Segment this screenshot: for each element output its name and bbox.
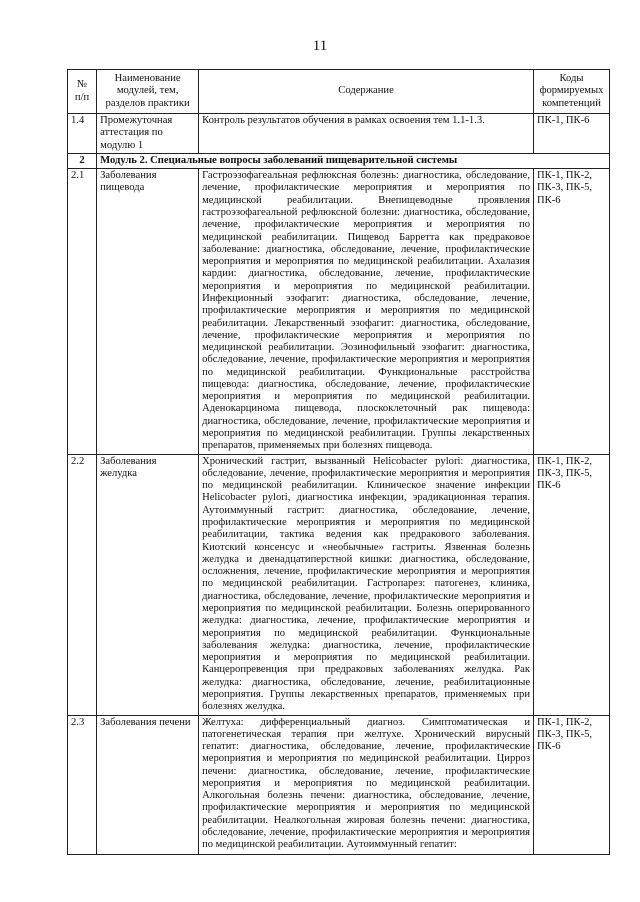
row-content: Желтуха: дифференциальный диагноз. Симптоматическая и патогенетическая терапия при желтухе. Хронический вирусный гепатит: диагностика, обследование, лечение, профилактические мероприятия и мероприятия по медицинской реабилитации. Цирроз печени: диагностика, обследование, лечение, профилактические мероприятия и мероприятия по медицинской реабилитации. Алкогольная болезнь печени: диагностика, обследование, лечение, профилактические мероприятия и мероприятия по медицинской реабилитации. Неалкогольная жировая болезнь печени: диагностика, обследование, лечение, профилактические мероприятия и мероприятия по медицинской реабилитации. Аутоиммунный гепатит: [199,715,534,854]
row-codes: ПК-1, ПК-2, ПК-3, ПК-5, ПК-6 [534,169,610,454]
module-section-row [68,153,610,168]
header-codes: Коды формируемых компетенций [534,70,610,114]
table-header-row [68,70,610,114]
section-title: Модуль 2. Специальные вопросы заболеваний пищеварительной системы [97,153,610,168]
row-codes: ПК-1, ПК-2, ПК-3, ПК-5, ПК-6 [534,454,610,715]
row-codes: ПК-1, ПК-6 [534,114,610,154]
row-name: Заболевания желудка [97,454,199,715]
header-content: Содержание [199,70,534,114]
header-name: Наименование модулей, тем, разделов практики [97,70,199,114]
table-row [68,114,610,154]
table-row [68,169,610,454]
row-number: 1.4 [68,114,97,154]
row-content: Хронический гастрит, вызванный Helicobacter pylori: диагностика, обследование, лечение, профилактические мероприятия и мероприятия по медицинской реабилитации. Клиническое значение инфекции Helicobacter pylori, диагностика инфекции, эрадикационная терапия. Аутоиммунный гастрит: диагностика, обследование, лечение, профилактические мероприятия и мероприятия по медицинской реабилитации, тактика ведения как предракового заболевания. Киотский консенсус и «необычные» гастриты. Язвенная болезнь желудка и двенадцатиперстной кишки: диагностика, обследование, осложнения, лечение, профилактические мероприятия и мероприятия по медицинской реабилитации. Гастропарез: патогенез, клиника, диагностика, обследование, лечение, профилактические мероприятия и мероприятия по медицинской реабилитации. Болезнь оперированного желудка: диагностика, лечение, профилактические мероприятия и мероприятия по медицинской реабилитации. Функциональные заболевания желудка: диагностика, лечение, профилактические мероприятия и мероприятия по медицинской реабилитации. Канцеропревенция при предраковых заболеваниях желудка. Рак желудка: диагностика, обследование, лечение, реабилитационные мероприятия. Группы лекарственных препаратов, применяемых при болезнях желудка. [199,454,534,715]
row-number: 2.1 [68,169,97,454]
row-number: 2.3 [68,715,97,854]
header-num: № п/п [68,70,97,114]
row-codes: ПК-1, ПК-2, ПК-3, ПК-5, ПК-6 [534,715,610,854]
row-content: Гастроэзофагеальная рефлюксная болезнь: диагностика, обследование, лечение, профилактические мероприятия и мероприятия по медицинской реабилитации. Внепищеводные проявления гастроэзофагеальной рефлюксной болезни: диагностика, обследование, лечение, профилактические мероприятия и мероприятия по медицинской реабилитации. Пищевод Барретта как предраковое заболевание: диагностика, обследование, лечение, профилактические мероприятия и мероприятия по медицинской реабилитации. Ахалазия кардии: диагностика, обследование, лечение, профилактические мероприятия и мероприятия по медицинской реабилитации. Инфекционный эзофагит: диагностика, обследование, лечение, профилактические мероприятия и мероприятия по медицинской реабилитации. Лекарственный эзофагит: диагностика, обследование, лечение, профилактические мероприятия и мероприятия по медицинской реабилитации. Эозинофильный эзофагит: диагностика, обследование, лечение, профилактические мероприятия и мероприятия по медицинской реабилитации. Функциональные расстройства пищевода: диагностика, обследование, лечение, профилактические мероприятия и мероприятия по медицинской реабилитации. Аденокарцинома пищевода, плоскоклеточный рак пищевода: диагностика, обследование, лечение, профилактические мероприятия и мероприятия по медицинской реабилитации. Группы лекарственных препаратов, применяемых при болезнях пищевода. [199,169,534,454]
table-row [68,454,610,715]
curriculum-table [67,69,610,855]
section-number: 2 [68,153,97,168]
row-name: Заболевания пищевода [97,169,199,454]
table-row [68,715,610,854]
row-name: Заболевания печени [97,715,199,854]
page-number: 11 [312,38,328,54]
row-content: Контроль результатов обучения в рамках освоения тем 1.1-1.3. [199,114,534,154]
row-number: 2.2 [68,454,97,715]
row-name: Промежуточная аттестация по модулю 1 [97,114,199,154]
